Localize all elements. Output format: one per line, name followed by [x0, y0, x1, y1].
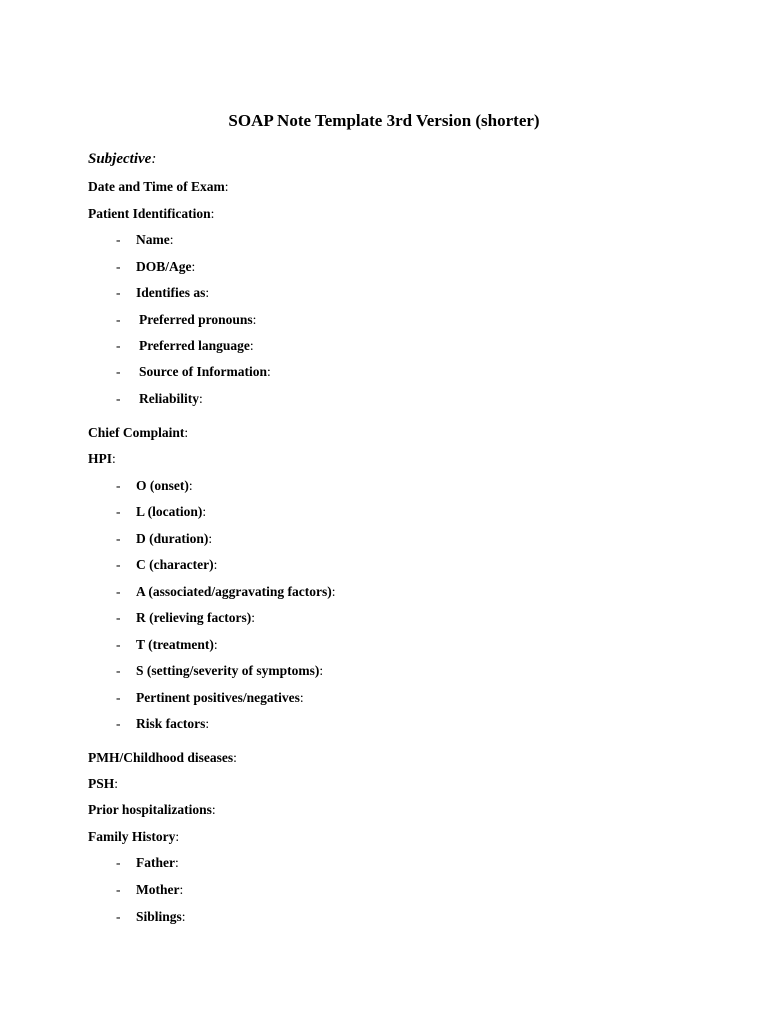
family-history-label: Family History: [88, 829, 176, 844]
list-item: - Preferred pronouns:: [116, 312, 257, 327]
list-item: - D (duration):: [116, 531, 213, 546]
hpi-label: HPI: [88, 451, 113, 466]
prior-hospitalizations-label: Prior hospitalizations: [88, 802, 212, 817]
list-item: - DOB/Age:: [116, 259, 196, 274]
pmh-line: PMH/Childhood diseases:: [88, 750, 237, 765]
document-title: SOAP Note Template 3rd Version (shorter): [228, 111, 540, 130]
list-item: - Preferred language:: [116, 338, 254, 353]
list-item: - Mother:: [116, 882, 184, 897]
hpi-line: HPI:: [88, 451, 116, 466]
list-item: - T (treatment):: [116, 637, 218, 652]
list-item: - Source of Information:: [116, 364, 271, 379]
subjective-heading: Subjective:: [88, 151, 157, 167]
list-item: - Name:: [116, 232, 174, 247]
family-history-line: Family History:: [88, 829, 180, 844]
list-item: - O (onset):: [116, 478, 193, 493]
date-time-line: Date and Time of Exam:: [88, 179, 229, 194]
pmh-label: PMH/Childhood diseases: [88, 750, 234, 765]
prior-hospitalizations-line: Prior hospitalizations:: [88, 802, 216, 817]
list-item: - Pertinent positives/negatives:: [116, 690, 304, 705]
patient-identification-label: Patient Identification: [88, 206, 211, 221]
list-item: - Siblings:: [116, 909, 186, 924]
chief-complaint-line: Chief Complaint:: [88, 425, 189, 440]
psh-label: PSH: [88, 776, 115, 791]
list-item: - S (setting/severity of symptoms):: [116, 663, 324, 678]
list-item: - R (relieving factors):: [116, 610, 255, 625]
list-item: - A (associated/aggravating factors):: [116, 584, 336, 599]
date-time-label: Date and Time of Exam: [88, 179, 225, 194]
list-item: - L (location):: [116, 504, 207, 519]
list-item: - Identifies as:: [116, 285, 210, 300]
list-item: - Father:: [116, 855, 179, 870]
list-item: - Reliability:: [116, 391, 203, 406]
patient-identification-line: Patient Identification:: [88, 206, 215, 221]
psh-line: PSH:: [88, 776, 119, 791]
subjective-heading-text: Subjective: [88, 151, 152, 167]
list-item: - C (character):: [116, 557, 218, 572]
list-item: - Risk factors:: [116, 716, 210, 731]
chief-complaint-label: Chief Complaint: [88, 425, 185, 440]
